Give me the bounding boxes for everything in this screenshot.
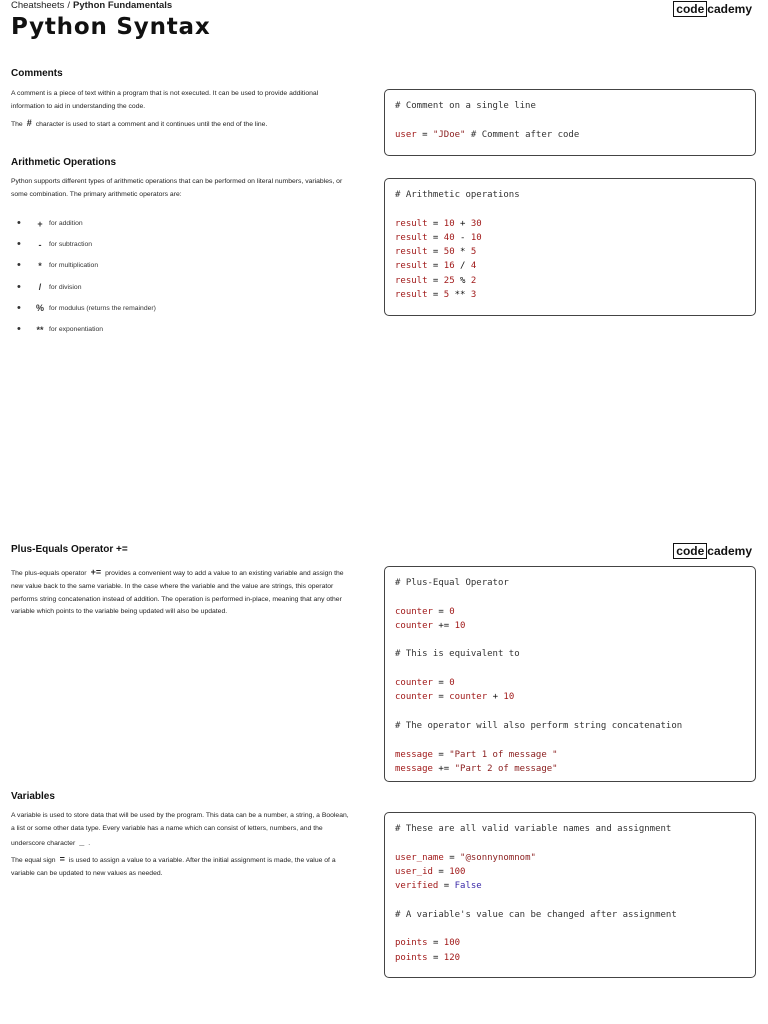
comments-desc-2 — [11, 117, 351, 132]
operator-label: for multiplication — [49, 262, 99, 270]
code-block-variables[interactable] — [384, 812, 756, 978]
operator-label: for division — [49, 283, 82, 291]
code-comment: # A variable's value can be changed after assignment — [395, 909, 677, 920]
code-comment: # Plus-Equal Operator — [395, 578, 509, 588]
code-line: result = 5 ** 3 — [395, 290, 477, 301]
code-line: user_id = 100 — [395, 866, 466, 877]
code-line: points = 100 — [395, 938, 461, 949]
code-line: result = 16 / 4 — [395, 261, 477, 272]
code-line: message = "Part 1 of message " — [395, 749, 558, 760]
code-comment: # This is equivalent to — [395, 649, 520, 660]
breadcrumb-root-link[interactable]: Cheatsheets — [11, 0, 65, 11]
section-title-variables: Variables — [11, 791, 55, 802]
variables-desc-1: A variable is used to store data that will be used by the program. This data can be a number, a string, a Boolean, a list or some other data type. Every variable has a name which can consist of letters, numbers, and the underscore character _ . — [11, 812, 349, 847]
section-title-plus-equals: Plus-Equals Operator += — [11, 544, 128, 555]
operator-label: for subtraction — [49, 241, 93, 249]
code-comment: # The operator will also perform string concatenation — [395, 720, 683, 731]
comments-desc-2-post: character is used to start a comment and it continues until the end of the line. — [35, 120, 268, 128]
code-comment: # These are all valid variable names and assignment — [395, 824, 672, 834]
code-line: counter = 0 — [395, 606, 455, 617]
breadcrumb-current[interactable]: Python Fundamentals — [72, 0, 173, 11]
code-line: user = "JDoe" # Comment after code — [395, 129, 580, 140]
page-title: Python Syntax — [11, 14, 211, 40]
plus-equals-desc: The plus-equals operator += provides a convenient way to add a value to an existing variable and assign the new value back to the same variable. In the case where the variable and the value are strings, this operator performs string concatenation instead of addition. The operation is performed in-place, meaning that any other variable which points to the variable being updated will also be updated. — [11, 567, 344, 616]
code-comment: # Comment on a single line — [395, 101, 536, 111]
code-line: counter = 0 — [395, 678, 455, 689]
comments-description — [11, 88, 351, 134]
code-line: verified = False — [395, 881, 482, 892]
list-item: • % for modulus (returns the remainder) — [17, 301, 156, 314]
comments-desc-1: A comment is a piece of text within a program that is not executed. It can be used to provide additional information to aid in understanding the code. — [11, 90, 319, 110]
logo-boxed-text: code — [673, 543, 707, 559]
code-line: counter = counter + 10 — [395, 692, 515, 703]
arithmetic-description — [11, 176, 351, 205]
code-line: counter += 10 — [395, 620, 466, 631]
list-item: • * for multiplication — [17, 259, 99, 272]
code-comment: # Arithmetic operations — [395, 190, 520, 200]
list-item: • ** for exponentiation — [17, 323, 104, 336]
arithmetic-desc: Python supports different types of arithmetic operations that can be performed on literal numbers, variables, or some combination. The primary arithmetic operators are: — [11, 178, 343, 198]
section-title-arithmetic: Arithmetic Operations — [11, 157, 117, 168]
breadcrumb-separator: / — [67, 0, 70, 11]
code-line: result = 25 % 2 — [395, 275, 477, 286]
codecademy-logo[interactable] — [673, 544, 752, 558]
code-block-plus-equals[interactable] — [384, 566, 756, 782]
list-item: • / for division — [17, 280, 82, 293]
operator-symbol: / — [38, 282, 42, 293]
code-block-comments[interactable] — [384, 89, 756, 156]
code-block-arithmetic[interactable] — [384, 178, 756, 316]
operator-list — [11, 213, 311, 340]
list-item: • + for addition — [17, 217, 83, 230]
logo-boxed-text: code — [673, 1, 707, 17]
variables-desc-2: The equal sign = is used to assign a value to a variable. After the initial assignment is made, the value of a variable can be updated to new values as needed. — [11, 854, 336, 878]
logo-text: cademy — [707, 2, 752, 16]
operator-symbol: + — [37, 218, 43, 229]
operator-symbol: - — [38, 239, 42, 250]
code-line: points = 120 — [395, 952, 461, 963]
operator-label: for modulus (returns the remainder) — [49, 304, 156, 312]
codecademy-logo[interactable] — [673, 2, 752, 16]
operator-symbol: ** — [36, 324, 44, 335]
hash-char: # — [26, 117, 32, 128]
variables-description — [11, 810, 351, 884]
operator-symbol: % — [35, 303, 44, 314]
code-line: result = 50 * 5 — [395, 247, 477, 258]
comments-desc-2-pre: The — [11, 120, 23, 128]
breadcrumb — [11, 0, 172, 11]
code-line: message += "Part 2 of message" — [395, 763, 558, 774]
list-item: • - for subtraction — [17, 238, 93, 251]
logo-text: cademy — [707, 544, 752, 558]
section-title-comments: Comments — [11, 68, 63, 79]
code-line: user_name = "@sonnynomnom" — [395, 852, 536, 863]
code-line: result = 10 + 30 — [395, 218, 482, 229]
plus-equals-description — [11, 566, 351, 622]
code-line: result = 40 - 10 — [395, 232, 482, 243]
operator-label: for exponentiation — [49, 326, 104, 334]
operator-label: for addition — [49, 220, 83, 228]
operator-symbol: * — [38, 260, 42, 271]
